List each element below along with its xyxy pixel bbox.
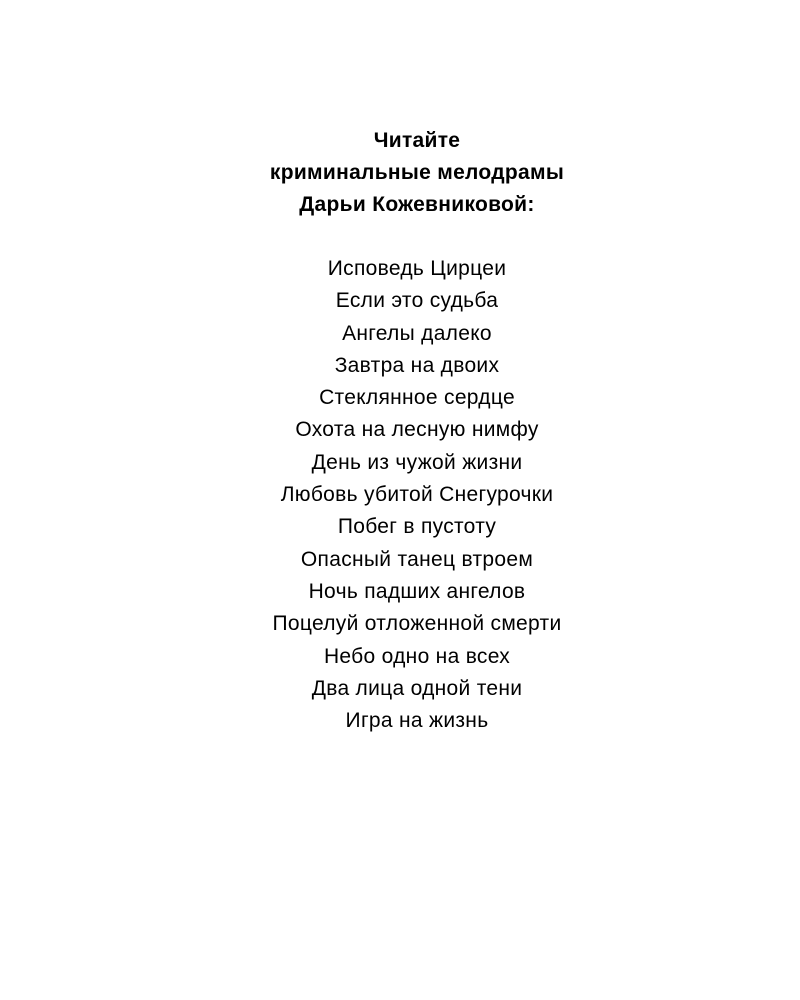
book-title: Стеклянное сердце [319,386,515,410]
heading-line-1: Читайте [373,129,461,152]
book-title: Если это судьба [335,289,499,313]
heading-line-3: Дарьи Кожевниковой: [299,193,535,216]
book-title: Два лица одной тени [311,676,523,700]
book-title: День из чужой жизни [311,450,523,474]
book-title: Любовь убитой Снегурочки [280,483,554,507]
book-title: Завтра на двоих [334,353,500,377]
book-title: Небо одно на всех [323,644,511,668]
book-title: Побег в пустоту [337,515,497,539]
book-title: Исповедь Цирцеи [327,257,507,280]
heading-line-2: криминальные мелодрамы [269,161,565,184]
book-title: Ангелы далеко [342,321,492,345]
page-heading [0,125,800,221]
book-title: Охота на лесную нимфу [295,418,539,442]
book-title: Поцелуй отложенной смерти [272,612,562,636]
book-title: Игра на жизнь [345,709,489,733]
book-title: Опасный танец втроем [300,547,534,571]
book-title: Ночь падших ангелов [308,579,526,603]
book-titles-list [0,253,800,737]
